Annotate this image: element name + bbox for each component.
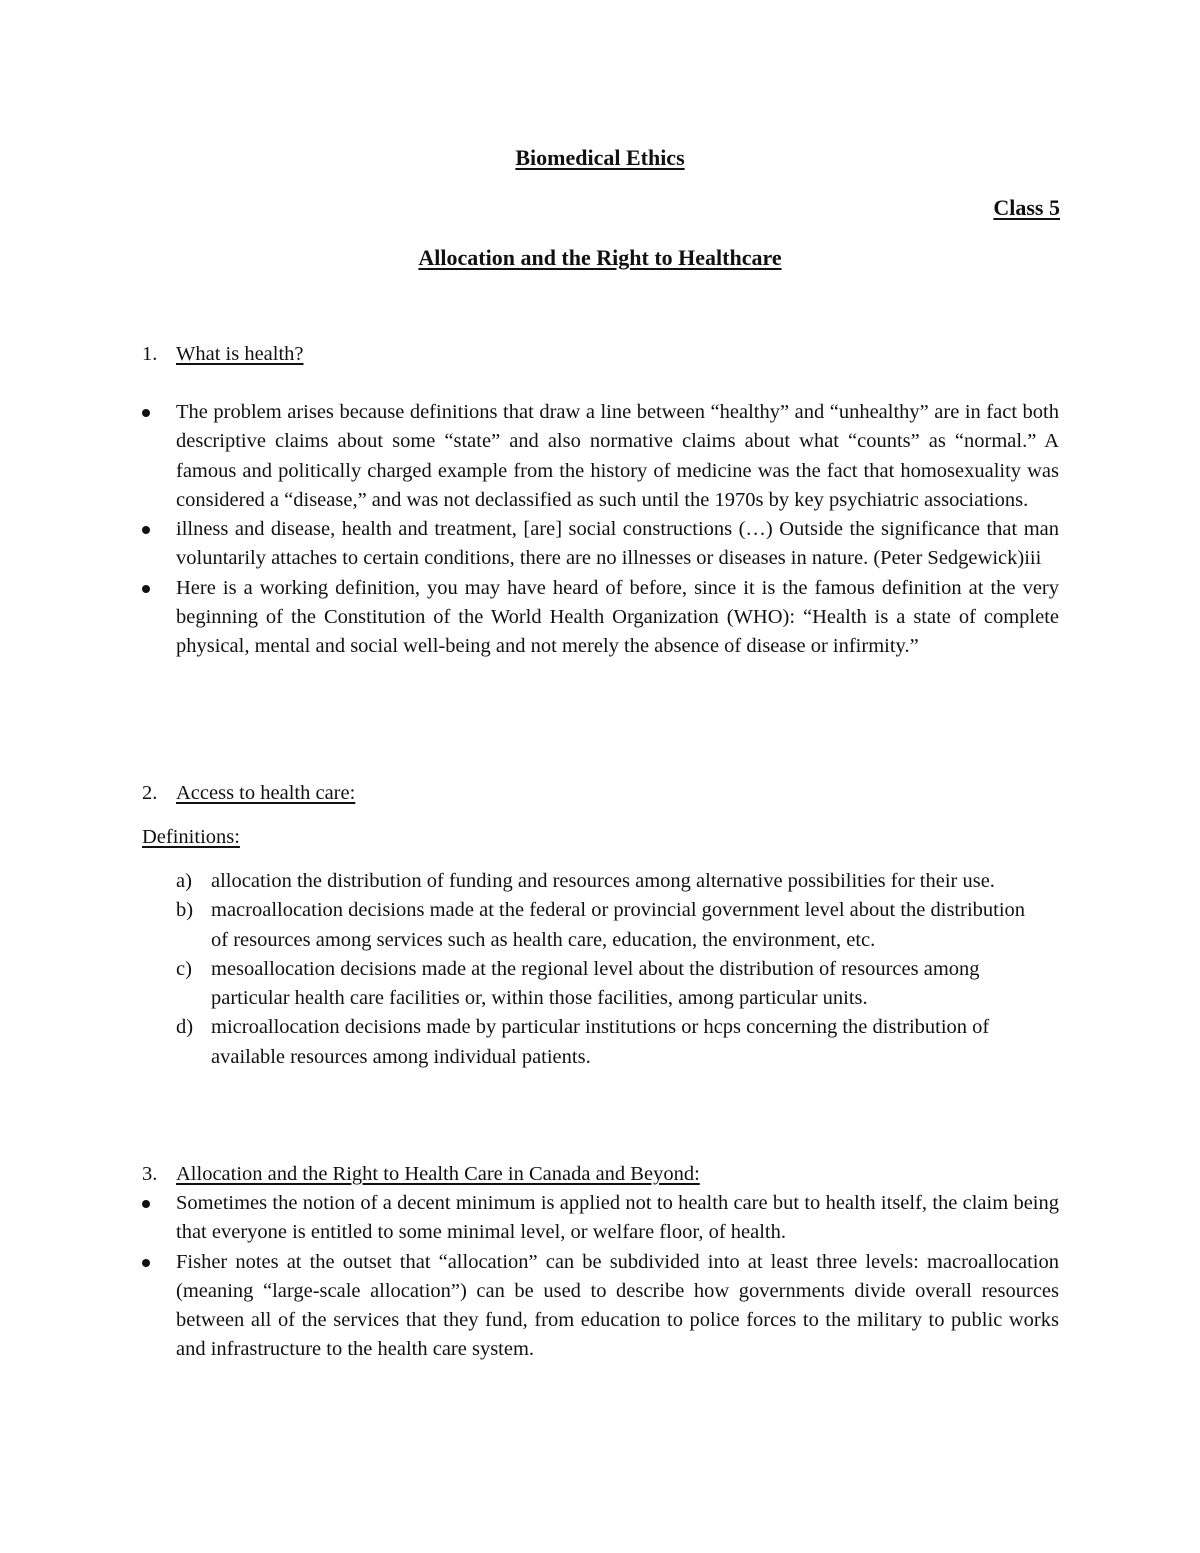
section-title: Access to health care: [176,782,356,804]
list-item [142,515,1059,574]
section-1-bullets [142,398,1059,662]
bullet-text: illness and disease, health and treatment, [are] social constructions (…) Outside the significance that man voluntarily attaches to certain conditions, there are no illnesses or diseases in nature. (Peter Sedgewick)iii [176,518,1059,570]
definition-text: microallocation decisions made by particular institutions or hcps concerning the distribution of available resources among individual patients. [211,1016,990,1068]
list-item [176,896,1036,955]
bullet-icon [142,526,150,534]
definition-text: macroallocation decisions made at the federal or provincial government level about the distribution of resources among services such as health care, education, the environment, etc. [211,899,1026,951]
document-subtitle: Allocation and the Right to Healthcare [418,245,782,270]
bullet-icon [142,1259,150,1267]
class-label: Class 5 [993,195,1060,220]
section-number: 1. [142,343,158,365]
list-item [176,955,1036,1014]
list-marker: a) [176,870,192,892]
bullet-icon [142,409,150,417]
definitions-list [176,867,1036,1072]
bullet-text: The problem arises because definitions that draw a line between “healthy” and “unhealthy” are in fact both descriptive claims about some “state” and also normative claims about what “counts” as “normal.” A famous and politically charged example from the history of medicine was the fact that homosexuality was considered a “disease,” and was not declassified as such until the 1970s by key psychiatric associations. [176,401,1059,511]
list-marker: d) [176,1016,194,1039]
list-marker: c) [176,957,192,980]
definitions-label: Definitions: [142,826,240,848]
list-item [142,398,1059,515]
list-item [176,867,1036,896]
list-item [142,574,1059,662]
section-3-bullets [142,1189,1059,1365]
section-1-heading [142,340,304,369]
section-title: What is health? [176,343,304,365]
definition-text: allocation the distribution of funding and resources among alternative possibilities for their use. [211,870,995,892]
definition-text: mesoallocation decisions made at the regional level about the distribution of resources among particular health care facilities or, within those facilities, among particular units. [211,957,980,1010]
bullet-icon [142,585,150,593]
section-title: Allocation and the Right to Health Care in Canada and Beyond: [176,1163,700,1185]
section-2-heading [142,779,355,808]
document-title: Biomedical Ethics [515,145,685,170]
list-item [176,1013,1036,1072]
section-3-heading [142,1160,700,1189]
section-number: 3. [142,1163,158,1185]
list-item [142,1189,1059,1248]
bullet-text: Sometimes the notion of a decent minimum is applied not to health care but to health itself, the claim being that everyone is entitled to some minimal level, or welfare floor, of health. [176,1192,1059,1244]
bullet-text: Here is a working definition, you may have heard of before, since it is the famous definition at the very beginning of the Constitution of the World Health Organization (WHO): “Health is a state of complete physical, mental and social well-being and not merely the absence of disease or infirmity.” [176,576,1059,658]
bullet-text: Fisher notes at the outset that “allocation” can be subdivided into at least three levels: macroallocation (meaning “large-scale allocation”) can be used to describe how governments divide overall resources between all of the services that they fund, from education to police forces to the military to public works and infrastructure to the health care system. [176,1250,1059,1361]
list-item [142,1248,1059,1365]
list-marker: b) [176,899,194,922]
section-number: 2. [142,782,158,804]
bullet-icon [142,1200,150,1208]
